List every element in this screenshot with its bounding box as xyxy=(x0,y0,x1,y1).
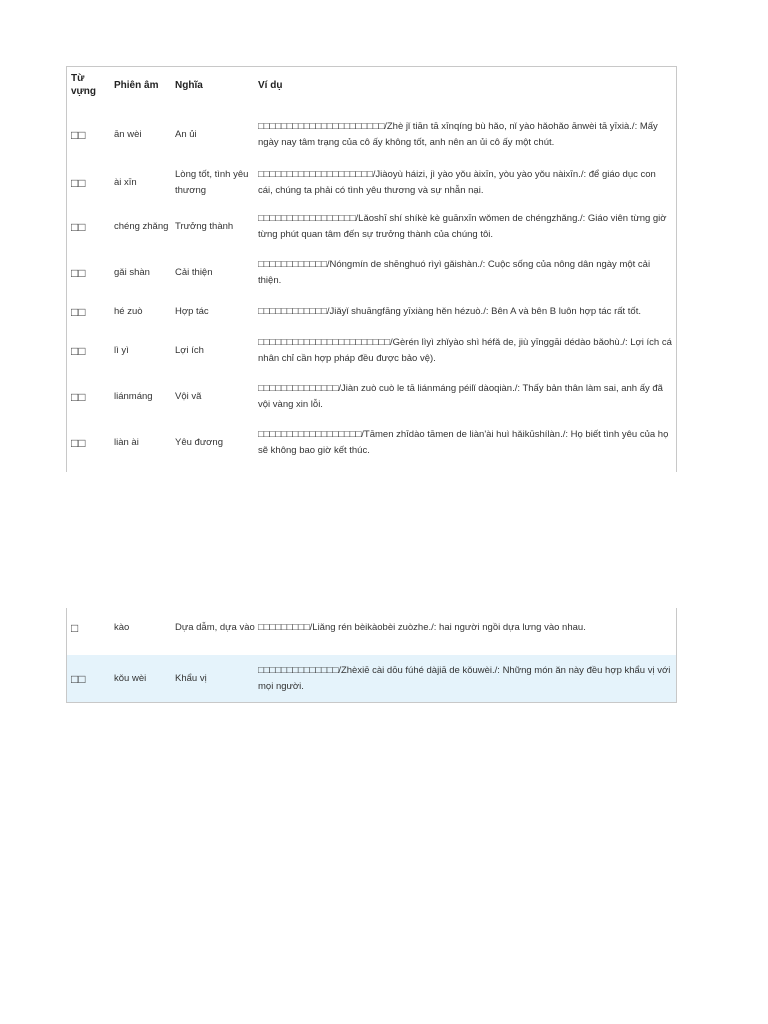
word-cell: □□ xyxy=(71,176,86,190)
example-cell: □□□□□□□□□/Liǎng rén bèikàobèi zuòzhe./: hai người ngồi dựa lưng vào nhau. xyxy=(258,622,586,633)
meaning-cell: Yêu đương xyxy=(175,437,223,448)
header-pinyin: Phiên âm xyxy=(114,79,159,91)
header-word: Từ vựng xyxy=(71,73,97,97)
pinyin-cell: hé zuò xyxy=(114,306,143,317)
pinyin-cell: ān wèi xyxy=(114,129,142,140)
pinyin-cell: kào xyxy=(114,622,130,633)
pinyin-cell: gǎi shàn xyxy=(114,266,150,278)
pinyin-cell: lì yì xyxy=(114,345,129,356)
pinyin-cell: liánmáng xyxy=(114,391,153,402)
example-cell: □□□□□□□□□□□□□□□□□□□□□□□/Gèrén lìyì zhǐyào shì héfǎ de, jiù yīnggāi dédào bǎohù./: Lợi ích cá nhân chỉ cần hợp pháp đều được bảo vệ). xyxy=(258,337,672,364)
meaning-cell: Cải thiện xyxy=(175,266,213,278)
vocabulary-table xyxy=(66,66,677,472)
table-row-highlighted xyxy=(67,655,676,702)
table-row xyxy=(67,610,676,646)
example-cell: □□□□□□□□□□□□□□□□□□/Tāmen zhīdào tāmen de liàn'ài huì hǎikūshílàn./: Họ biết tình yêu của họ sẽ không bao giờ kết thúc. xyxy=(258,429,669,456)
meaning-cell: Khẩu vị xyxy=(175,672,207,684)
table-row xyxy=(67,113,676,157)
example-cell: □□□□□□□□□□□□□□/Zhèxiē cài dōu fúhé dàjiā de kǒuwèi./: Những món ăn này đều hợp khẩu vị với mọi người. xyxy=(258,664,671,692)
table-row xyxy=(67,379,676,415)
meaning-cell: Vội vã xyxy=(175,391,202,402)
header-meaning: Nghĩa xyxy=(175,79,203,91)
word-cell: □□ xyxy=(71,128,86,142)
vocabulary-table-continued xyxy=(66,608,677,703)
word-cell: □□ xyxy=(71,671,86,686)
table-row xyxy=(67,301,676,323)
example-cell: □□□□□□□□□□□□□□/Jiàn zuò cuò le tā liánmáng péilǐ dàoqiàn./: Thấy bản thân làm sai, anh ấy đã vội vàng xin lỗi. xyxy=(258,383,663,410)
pinyin-cell: ài xīn xyxy=(114,177,137,188)
table-header-row xyxy=(67,67,676,103)
word-cell: □□ xyxy=(71,265,86,280)
meaning-cell: An ủi xyxy=(175,129,197,140)
example-cell: □□□□□□□□□□□□□□□□□/Lǎoshī shí shíkè kè guānxīn wǒmen de chéngzhǎng./: Giáo viên từng giờ từng phút quan tâm đến sự trưởng thành của chúng tôi. xyxy=(258,213,667,240)
table-row xyxy=(67,207,676,247)
meaning-cell: Trưởng thành xyxy=(175,221,234,232)
word-cell: □□ xyxy=(71,436,86,450)
table-row xyxy=(67,333,676,369)
meaning-cell: Dựa dẫm, dựa vào xyxy=(175,622,255,633)
meaning-cell: Hợp tác xyxy=(175,306,209,317)
example-cell: □□□□□□□□□□□□/Jiǎyǐ shuāngfāng yīxiàng hěn hézuò./: Bên A và bên B luôn hợp tác rất tốt. xyxy=(258,306,641,317)
word-cell: □ xyxy=(71,621,79,635)
header-example: Ví dụ xyxy=(258,79,283,91)
example-cell: □□□□□□□□□□□□□□□□□□□□/Jiàoyù háizi, jì yào yǒu àixīn, yòu yào yǒu nàixīn./: để giáo dục con cái, chúng ta phải có tình yêu thương và sự nhẫn nại. xyxy=(258,169,656,196)
meaning-cell: Lợi ích xyxy=(175,345,204,356)
word-cell: □□ xyxy=(71,220,86,234)
pinyin-cell: kǒu wèi xyxy=(114,672,147,684)
example-cell: □□□□□□□□□□□□□□□□□□□□□□/Zhè jǐ tiān tā xīnqíng bù hǎo, nǐ yào hǎohǎo ānwèi tā yīxià./: Mấy ngày nay tâm trạng của cô ấy không tốt, anh nên an ủi cô ấy một chút. xyxy=(258,121,658,148)
word-cell: □□ xyxy=(71,344,86,358)
word-cell: □□ xyxy=(71,305,86,319)
meaning-cell: Lòng tốt, tình yêu thương xyxy=(175,169,249,196)
pinyin-cell: chéng zhǎng xyxy=(114,221,169,232)
table-row xyxy=(67,161,676,205)
table-row xyxy=(67,425,676,461)
table-row xyxy=(67,254,676,291)
word-cell: □□ xyxy=(71,390,86,404)
pinyin-cell: liàn ài xyxy=(114,437,139,448)
example-cell: □□□□□□□□□□□□/Nóngmín de shēnghuó rìyì gǎishàn./: Cuộc sống của nông dân ngày một cải thiện. xyxy=(258,258,651,286)
